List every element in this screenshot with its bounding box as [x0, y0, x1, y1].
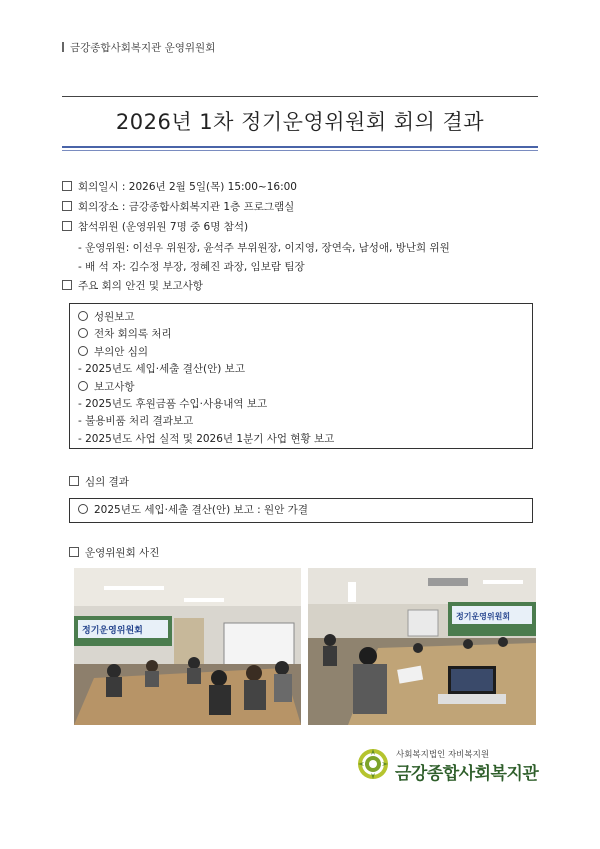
header-bar	[62, 42, 64, 52]
agenda-subitem: - 2025년도 세입·세출 결산(안) 보고	[78, 363, 245, 376]
square-bullet-icon	[62, 280, 72, 290]
attendees-heading: 참석위원 (운영위원 7명 중 6명 참석)	[62, 220, 248, 234]
circle-bullet-icon	[78, 311, 88, 321]
header-label	[62, 40, 215, 55]
banner-text-left: 정기운영위원회	[82, 626, 143, 636]
banner-text-right: 정기운영위원회	[456, 612, 511, 621]
circle-bullet-icon	[78, 346, 88, 356]
header-label-text: 금강종합사회복지관 운영위원회	[70, 42, 216, 54]
agenda-item: 부의안 심의	[78, 344, 524, 361]
agenda-item: 성원보고	[78, 309, 524, 326]
meeting-date: 회의일시 : 2026년 2월 5일(목) 15:00~16:00	[62, 180, 297, 194]
meeting-photo-2	[308, 568, 536, 725]
agenda-subitem: - 불용비품 처리 결과보고	[78, 415, 194, 428]
result-heading: 심의 결과	[69, 474, 129, 489]
agenda-item: 전차 회의록 처리	[78, 326, 524, 343]
agenda-box	[69, 303, 533, 449]
title-rule-thin	[62, 150, 538, 151]
square-bullet-icon	[62, 221, 72, 231]
square-bullet-icon	[62, 201, 72, 211]
organization-logo	[356, 745, 539, 785]
square-bullet-icon	[62, 181, 72, 191]
circle-bullet-icon	[78, 381, 88, 391]
photos-heading: 운영위원회 사진	[69, 545, 159, 560]
title-rule	[62, 146, 538, 148]
square-bullet-icon	[69, 476, 79, 486]
meeting-place: 회의장소 : 금강종합사회복지관 1층 프로그램실	[62, 200, 294, 214]
page-title: 2026년 1차 정기운영위원회 회의 결과	[115, 110, 485, 134]
meeting-photo-1	[74, 568, 301, 725]
circle-bullet-icon	[78, 504, 88, 514]
lotus-emblem-icon	[356, 747, 390, 781]
committee-members: - 운영위원: 이선우 위원장, 윤석주 부위원장, 이지영, 장연숙, 남성애, 방난희 위원	[78, 242, 450, 254]
agenda-heading: 주요 회의 안건 및 보고사항	[62, 279, 203, 293]
agenda-item: 보고사항	[78, 379, 524, 396]
logo-subtitle: 사회복지법인 자비복지원	[396, 750, 490, 760]
agenda-subitem: - 2025년도 후원금품 수입·사용내역 보고	[78, 398, 268, 411]
agenda-subitem: - 2025년도 사업 실적 및 2026년 1분기 사업 현황 보고	[78, 432, 335, 445]
staff-attendees: - 배 석 자: 김수정 부장, 정혜진 과장, 임보람 팀장	[78, 261, 305, 273]
title-box	[62, 96, 538, 148]
square-bullet-icon	[69, 547, 79, 557]
result-box	[69, 498, 533, 523]
circle-bullet-icon	[78, 328, 88, 338]
result-item: 2025년도 세입·세출 결산(안) 보고 : 원안 가결	[94, 504, 308, 516]
logo-title: 금강종합사회복지관	[395, 764, 539, 784]
